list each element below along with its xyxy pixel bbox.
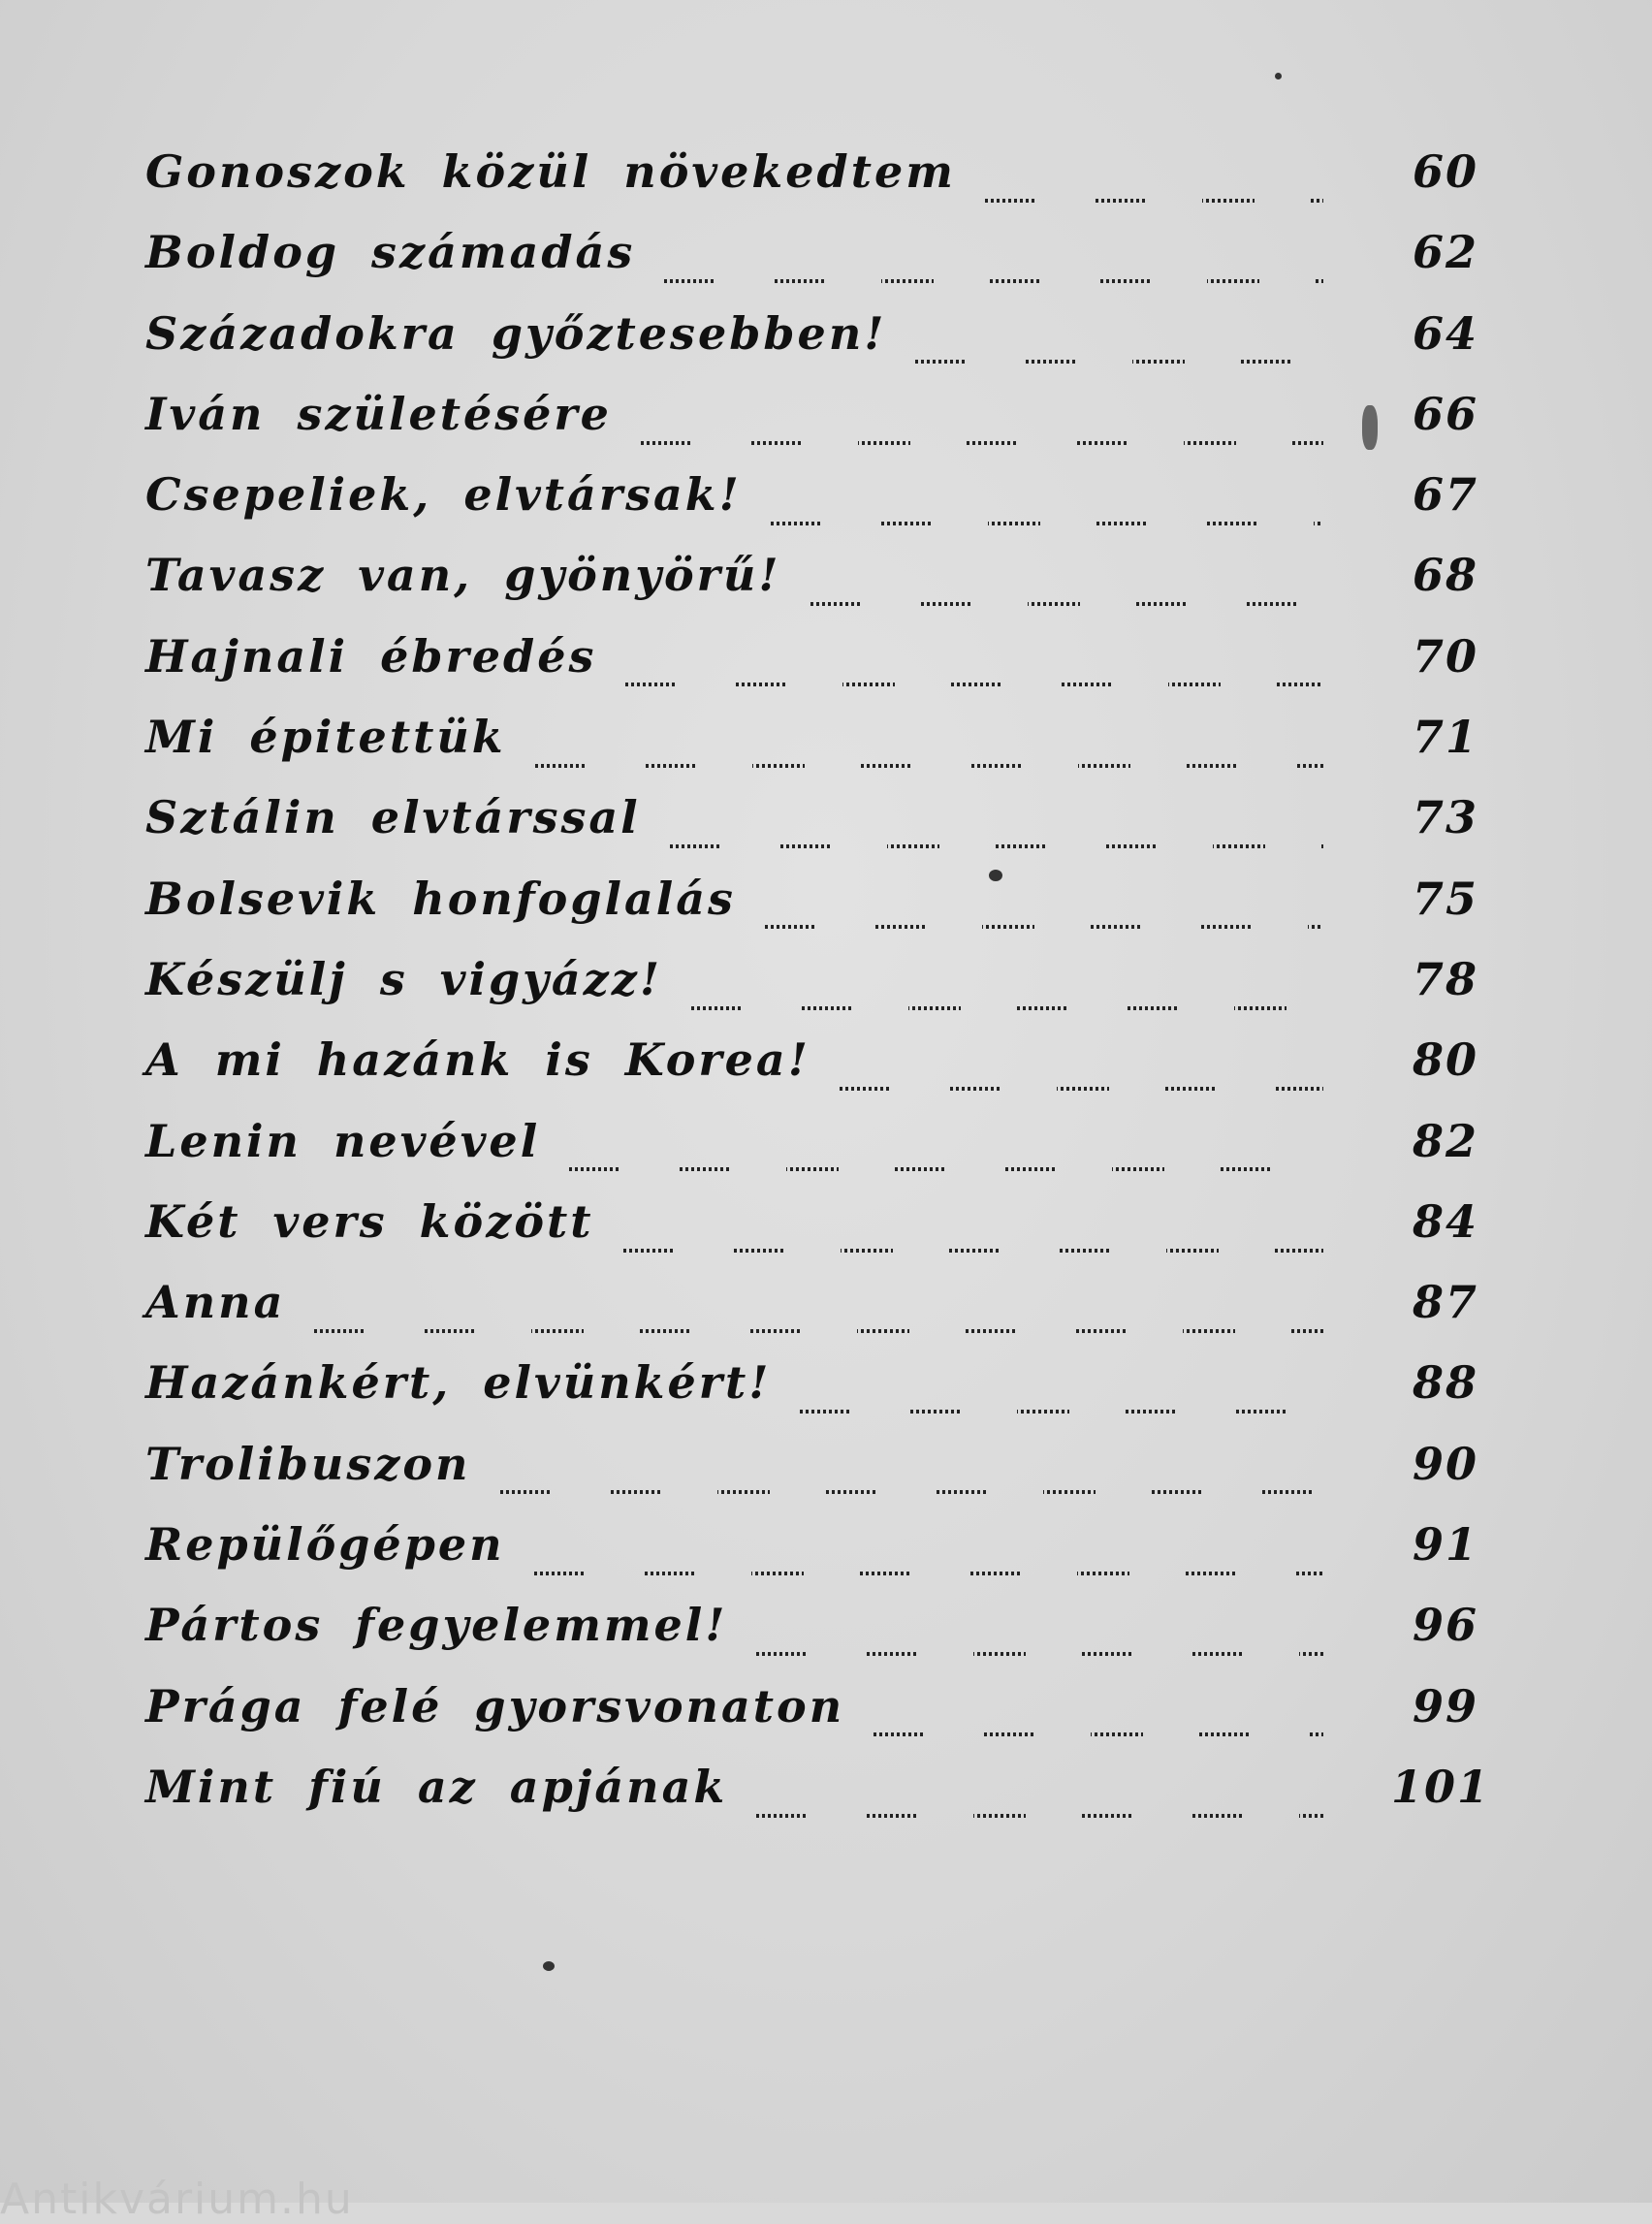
toc-leader-dots xyxy=(314,1329,1323,1333)
toc-entry-title: Repülőgépen xyxy=(145,1518,505,1572)
toc-leader-dots xyxy=(756,1652,1323,1656)
toc-entry-title: Tavasz van, gyönyörű! xyxy=(145,549,781,602)
toc-row xyxy=(145,1115,1478,1195)
toc-entry-page: 80 xyxy=(1412,1033,1478,1087)
toc-entry-page: 87 xyxy=(1412,1276,1478,1329)
watermark: Antikvárium.hu xyxy=(0,2175,354,2224)
toc-leader-dots xyxy=(534,1572,1323,1575)
toc-leader-dots xyxy=(664,279,1323,283)
toc-entry-title: Hazánkért, elvünkért! xyxy=(145,1356,772,1410)
toc-entry-title: Anna xyxy=(145,1276,286,1329)
toc-entry-title: Prága felé gyorsvonaton xyxy=(145,1679,845,1732)
toc-entry-title: Lenin nevével xyxy=(145,1114,541,1167)
toc-row xyxy=(145,145,1478,226)
toc-entry-title: Pártos fegyelemmel! xyxy=(145,1599,728,1652)
toc-entry-page: 101 xyxy=(1391,1760,1491,1813)
toc-leader-dots xyxy=(625,683,1323,686)
paper-speck xyxy=(543,1961,555,1971)
toc-entry-title: Hajnali ébredés xyxy=(145,629,597,683)
toc-leader-dots xyxy=(985,199,1323,203)
toc-entry-title: Gonoszok közül növekedtem xyxy=(145,145,956,198)
toc-entry-page: 73 xyxy=(1412,791,1478,844)
toc-entry-title: Trolibuszon xyxy=(145,1437,471,1490)
toc-row xyxy=(145,1276,1478,1356)
toc-entry-page: 64 xyxy=(1412,306,1478,360)
toc-row xyxy=(145,226,1478,306)
toc-entry-page: 71 xyxy=(1412,711,1478,764)
toc-entry-title: Készülj s vigyázz! xyxy=(145,952,663,1005)
toc-row xyxy=(145,1195,1478,1276)
toc-entry-page: 90 xyxy=(1412,1437,1478,1490)
toc-entry-page: 67 xyxy=(1412,468,1478,522)
toc-leader-dots xyxy=(874,1732,1323,1736)
toc-entry-page: 99 xyxy=(1412,1679,1478,1732)
toc-leader-dots xyxy=(641,441,1323,445)
toc-row xyxy=(145,1033,1478,1114)
toc-entry-page: 78 xyxy=(1412,952,1478,1005)
toc-row xyxy=(145,388,1478,468)
toc-leader-dots xyxy=(915,360,1323,364)
toc-entry-title: Bolsevik honfoglalás xyxy=(145,872,736,925)
toc-entry-page: 75 xyxy=(1412,872,1478,925)
toc-leader-dots xyxy=(756,1814,1323,1818)
paper-speck xyxy=(1275,73,1282,79)
toc-row xyxy=(145,1438,1478,1518)
toc-row xyxy=(145,711,1478,791)
toc-leader-dots xyxy=(500,1490,1323,1494)
paper-speck xyxy=(989,870,1002,881)
toc-entry-title: Sztálin elvtárssal xyxy=(145,791,641,844)
toc-entry-title: Századokra győztesebben! xyxy=(145,306,887,360)
toc-entry-page: 70 xyxy=(1412,629,1478,683)
toc-leader-dots xyxy=(840,1087,1323,1091)
toc-entry-page: 60 xyxy=(1412,145,1478,198)
toc-entry-title: Csepeliek, elvtársak! xyxy=(145,468,742,522)
toc-entry-title: Boldog számadás xyxy=(145,226,636,279)
toc-leader-dots xyxy=(569,1167,1323,1171)
toc-entry-page: 88 xyxy=(1412,1356,1478,1410)
toc-row xyxy=(145,307,1478,388)
toc-entry-page: 84 xyxy=(1412,1194,1478,1248)
toc-leader-dots xyxy=(800,1410,1323,1414)
toc-row xyxy=(145,1356,1478,1437)
toc-row xyxy=(145,1680,1478,1761)
toc-entry-title: Mint fiú az apjának xyxy=(145,1760,728,1813)
toc-row xyxy=(145,630,1478,711)
toc-entry-title: Mi épitettük xyxy=(145,711,506,764)
toc-leader-dots xyxy=(535,764,1323,768)
toc-row xyxy=(145,873,1478,953)
toc-row xyxy=(145,791,1478,872)
toc-leader-dots xyxy=(765,925,1323,929)
toc-entry-page: 62 xyxy=(1412,226,1478,279)
paper-speck xyxy=(1362,405,1378,450)
toc-entry-page: 82 xyxy=(1412,1114,1478,1167)
toc-entry-title: Két vers között xyxy=(145,1194,594,1248)
toc-entry-title: Iván születésére xyxy=(145,387,612,440)
toc-row xyxy=(145,468,1478,549)
toc-row xyxy=(145,953,1478,1033)
toc-leader-dots xyxy=(623,1249,1324,1253)
toc-entry-page: 68 xyxy=(1412,549,1478,602)
table-of-contents xyxy=(145,145,1491,1841)
toc-entry-title: A mi hazánk is Korea! xyxy=(145,1033,810,1087)
toc-entry-page: 91 xyxy=(1412,1518,1478,1572)
toc-row xyxy=(145,1760,1491,1841)
toc-entry-page: 96 xyxy=(1412,1599,1478,1652)
toc-leader-dots xyxy=(691,1006,1323,1010)
toc-row xyxy=(145,1518,1478,1599)
toc-row xyxy=(145,1599,1478,1679)
toc-entry-page: 66 xyxy=(1412,387,1478,440)
toc-leader-dots xyxy=(670,844,1323,848)
toc-leader-dots xyxy=(810,602,1323,606)
toc-row xyxy=(145,549,1478,629)
toc-leader-dots xyxy=(771,522,1323,525)
